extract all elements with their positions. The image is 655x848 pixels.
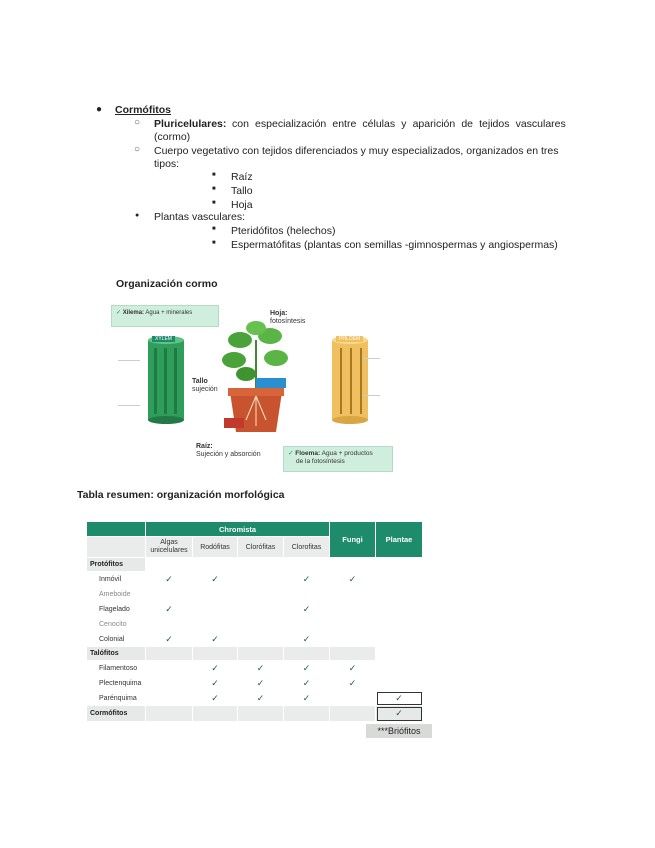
check-cell: ✓ xyxy=(284,602,330,617)
bullet-square: ■ xyxy=(212,226,216,232)
table-row xyxy=(87,691,423,706)
table-row xyxy=(87,572,423,587)
floema-text-2: de la fotosíntesis xyxy=(296,458,345,465)
bullet-square: ■ xyxy=(212,240,216,246)
check-cell xyxy=(284,587,330,602)
row-label: Parénquima xyxy=(87,691,146,706)
phloem-cap: PHLOEM xyxy=(336,336,363,342)
check-cell: ✓ xyxy=(330,661,376,676)
check-cell xyxy=(238,602,284,617)
row-label: Plectenquima xyxy=(87,676,146,691)
check-cell: ✓ xyxy=(193,572,238,587)
check-cell: ✓ xyxy=(330,676,376,691)
group-cormofitos: Cormófitos xyxy=(87,706,146,722)
group-row xyxy=(87,558,423,572)
check-cell: ✓ xyxy=(193,661,238,676)
check-cell xyxy=(193,617,238,632)
check-cell: ✓ xyxy=(284,661,330,676)
xilema-text: Agua + minerales xyxy=(145,310,193,316)
summary-table xyxy=(86,521,423,722)
plantas-vasculares: Plantas vasculares: xyxy=(154,211,246,223)
table-row xyxy=(87,617,423,632)
check-cell: ✓ xyxy=(193,676,238,691)
tipo-item: Hoja xyxy=(231,199,253,211)
hoja-label: Hoja: xyxy=(270,310,288,317)
check-cell: ✓ xyxy=(238,691,284,706)
group-protofitos: Protófitos xyxy=(87,558,146,572)
check-cell: ✓ xyxy=(146,572,193,587)
chromista-header: Chromista xyxy=(146,522,330,537)
check-cell xyxy=(238,617,284,632)
raiz-text: Sujeción y absorción xyxy=(196,451,261,458)
subheader-clorofitas: Clorófitas xyxy=(238,537,284,558)
xilema-label: Xilema: xyxy=(122,310,145,316)
row-label: Flagelado xyxy=(87,602,146,617)
check-cell xyxy=(146,617,193,632)
tallo-note xyxy=(192,378,218,394)
check-cell xyxy=(376,602,423,617)
check-cell: ✓ xyxy=(238,661,284,676)
xylem-illustration xyxy=(142,334,192,426)
check-cell xyxy=(193,587,238,602)
check-cell xyxy=(330,617,376,632)
cuerpo-text: Cuerpo vegetativo con tejidos diferenciados y muy especializados, organizados en tres xyxy=(154,145,559,157)
cormofitos-plantae-check: ✓ xyxy=(376,706,423,722)
floema-box: ✓ Floema: Agua + productos de la fotosíntesis xyxy=(283,446,393,472)
check-cell: ✓ xyxy=(193,691,238,706)
tallo-label: Tallo xyxy=(192,378,208,385)
talofitos-rows xyxy=(87,661,423,706)
row-label: Cenocito xyxy=(87,617,146,632)
subheader-blank xyxy=(87,537,146,558)
check-cell xyxy=(238,587,284,602)
check-cell: ✓ xyxy=(193,632,238,647)
check-cell xyxy=(330,602,376,617)
check-cell xyxy=(376,617,423,632)
check-cell: ✓ xyxy=(284,676,330,691)
check-cell xyxy=(376,587,423,602)
check-cell: ✓ xyxy=(376,691,423,706)
check-cell: ✓ xyxy=(284,632,330,647)
check-cell: ✓ xyxy=(146,632,193,647)
check-cell xyxy=(146,691,193,706)
xylem-tag xyxy=(224,418,244,428)
phloem-tag xyxy=(256,378,286,388)
check-cell: ✓ xyxy=(238,676,284,691)
pluri-label: Pluricelulares: xyxy=(154,118,227,130)
xylem-cap: XYLEM xyxy=(152,336,175,342)
protofitos-rows xyxy=(87,572,423,647)
row-label: Filamentoso xyxy=(87,661,146,676)
check-cell: ✓ xyxy=(284,572,330,587)
check-cell xyxy=(284,617,330,632)
briofitos-note: ***Briófitos xyxy=(366,724,432,738)
check-cell xyxy=(146,676,193,691)
fungi-header: Fungi xyxy=(330,522,376,558)
table-row xyxy=(87,602,423,617)
table-corner xyxy=(87,522,146,537)
check-cell xyxy=(193,602,238,617)
diagram-heading: Organización cormo xyxy=(116,278,218,290)
check-cell xyxy=(330,691,376,706)
check-cell: ✓ xyxy=(284,691,330,706)
phloem-legend-lines xyxy=(362,358,380,396)
group-row xyxy=(87,706,423,722)
xilema-box: ✓ Xilema: Agua + minerales xyxy=(111,305,219,327)
bullet-circle: ○ xyxy=(134,117,141,128)
check-cell: ✓ xyxy=(146,602,193,617)
subheader-rodofitas: Rodófitas xyxy=(193,537,238,558)
check-cell: ✓ xyxy=(330,572,376,587)
check-cell xyxy=(238,632,284,647)
raiz-label: Raíz: xyxy=(196,443,213,450)
check-cell xyxy=(376,572,423,587)
tipo-item: Raíz xyxy=(231,171,253,183)
xylem-legend-lines xyxy=(118,360,140,406)
bullet-square: ■ xyxy=(212,186,216,192)
table-row xyxy=(87,587,423,602)
tipo-item: Tallo xyxy=(231,185,253,197)
bullet-square: ■ xyxy=(212,200,216,206)
row-label: Ameboide xyxy=(87,587,146,602)
group-row xyxy=(87,647,423,661)
table-row xyxy=(87,632,423,647)
bullet-dot: ● xyxy=(96,104,103,115)
plantae-header: Plantae xyxy=(376,522,423,558)
cormofitos-title: Cormófitos xyxy=(115,104,171,116)
bullet-dot: ● xyxy=(135,212,140,219)
check-cell xyxy=(330,632,376,647)
table-row xyxy=(87,676,423,691)
tallo-text: sujeción xyxy=(192,386,218,393)
floema-label: Floema: xyxy=(295,450,321,457)
cuerpo-text-2: tipos: xyxy=(154,158,180,170)
table-heading: Tabla resumen: organización morfológica xyxy=(77,489,285,501)
row-label: Colonial xyxy=(87,632,146,647)
check-cell xyxy=(376,661,423,676)
hoja-note xyxy=(270,310,305,326)
vascular-item: Pteridófitos (helechos) xyxy=(231,225,336,237)
check-cell xyxy=(146,661,193,676)
hoja-text: fotosíntesis xyxy=(270,318,306,325)
table-row xyxy=(87,661,423,676)
vascular-item: Espermatófitas (plantas con semillas -gimnospermas y angiospermas) xyxy=(231,239,558,251)
subheader-algas: Algas unicelulares xyxy=(146,537,193,558)
group-talofitos: Talófitos xyxy=(87,647,146,661)
pluri-text: con especialización entre células y aparición de tejidos vasculares xyxy=(232,118,566,130)
floema-text: Agua + productos xyxy=(321,450,373,457)
raiz-note xyxy=(196,443,261,459)
row-label: Inmóvil xyxy=(87,572,146,587)
check-cell xyxy=(330,587,376,602)
check-cell xyxy=(376,632,423,647)
subheader-clorofitas-2: Clorofitas xyxy=(284,537,330,558)
bullet-square: ■ xyxy=(212,172,216,178)
check-cell xyxy=(238,572,284,587)
pluri-text-2: (cormo) xyxy=(154,131,191,143)
bullet-circle: ○ xyxy=(134,144,141,155)
check-cell xyxy=(376,676,423,691)
check-cell xyxy=(146,587,193,602)
